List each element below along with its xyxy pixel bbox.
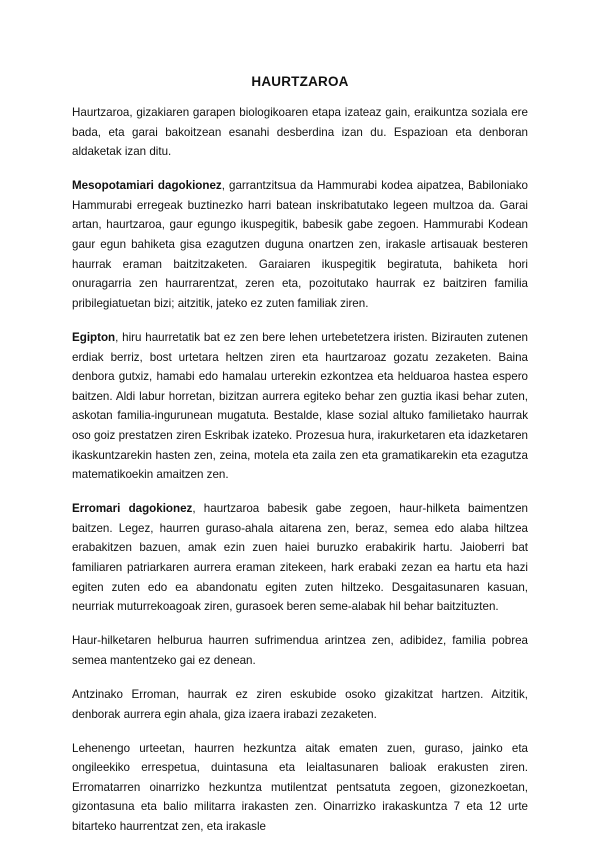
paragraph-mesopotamia bbox=[72, 176, 528, 313]
paragraph-lead: Erromari dagokionez bbox=[72, 502, 193, 516]
paragraph-lead: Egipton bbox=[72, 330, 116, 344]
paragraph-infanticide bbox=[72, 631, 528, 670]
paragraph-intro bbox=[72, 103, 528, 162]
document-page bbox=[72, 74, 528, 851]
paragraph-egypt bbox=[72, 328, 528, 485]
paragraph-lead: Mesopotamiari dagokionez bbox=[72, 179, 222, 193]
paragraph-rome bbox=[72, 499, 528, 617]
paragraph-text: Lehenengo urteetan, haurren hezkuntza aitak ematen zuen, guraso, jainko eta ongileekiko errespetua, duintasuna eta leialtasunaren balioak erakusten ziren. Erromatarren oinarrizko hezkuntza mutilentzat pentsatuta zegoen, gizonezkoetan, gizontasuna eta balio militarra irakasten zen. Oinarrizko irakaskuntza 7 eta 12 urte bitarteko haurrentzat zen, eta irakasle bbox=[72, 741, 528, 833]
document-title: HAURTZAROA bbox=[251, 74, 349, 89]
paragraph-text: Haurtzaroa, gizakiaren garapen biologikoaren etapa izateaz gain, eraikuntza soziala ere bada, eta garai bakoitzean esanahi desberdina izan du. Espazioan eta denboran aldaketak izan ditu. bbox=[72, 106, 528, 159]
paragraph-ancient-rome bbox=[72, 685, 528, 724]
paragraph-text: Haur-hilketaren helburua haurren sufrimendua arintzea zen, adibidez, familia pobrea semea mantentzeko gai ez denean. bbox=[72, 634, 528, 667]
paragraph-text: Antzinako Erroman, haurrak ez ziren eskubide osoko gizakitzat hartzen. Aitzitik, denborak aurrera egin ahala, giza izaera irabazi zezaketen. bbox=[72, 687, 528, 721]
paragraph-text: , hiru haurretatik bat ez zen bere lehen urtebetetzera iristen. Bizirauten zutenen erdiak berriz, bost urtetara heltzen ziren eta haurtzaroaz gozatu zezaketen. Baina denbora gutxiz, hamabi edo hamalau urterekin ezkontzea eta helduaroa hastea espero baitzen. Aldi labur horretan, bizitzan aurrera egiteko behar zen guztia ikasi behar zuten, askotan familia-ingurunean mugatuta. Bestalde, klase sozial altuko familietako haurrak oso goiz prestatzen ziren Eskribak izateko. Prozesua hura, irakurketaren eta idazketaren ikaskuntzarekin hasten zen, zeina, motela eta zaila zen eta gramatikarekin eta ezagutza matematikoekin amaitzen zen. bbox=[72, 330, 528, 482]
paragraph-text: , haurtzaroa babesik gabe zegoen, haur-hilketa baimentzen baitzen. Legez, haurren guraso-ahala aitarena zen, beraz, semea edo alaba hiltzea erabakitzen bazuen, amak ezin zuen haiei buruzko erabakirik hartu. Jaioberri bat familiaren patriarkaren aurrera eraman zitekeen, hark erabaki zezan ea hartu eta hazi egiten zuten edo ea abandonatu egiten zuten hiltzeko. Desgaitasunaren kasuan, neurriak muturrekoagoak ziren, gurasoek beren seme-alabak hil behar baitzituzten. bbox=[72, 502, 528, 614]
paragraph-education bbox=[72, 739, 528, 837]
paragraph-text: , garrantzitsua da Hammurabi kodea aipatzea, Babiloniako Hammurabi erregeak buztinezko harri batean inskribatutako legeen multzoa da. Garai artan, haurtzaroa, gaur egungo ikuspegitik, babesik gabe zegoen. Hammurabi Kodean gaur egun bahiketa gisa ezagutzen duguna onartzen zen, irakasle artisauak besteren haurrak eraman baitzitzaketen. Garaiaren ikuspegitik begiratuta, bahiketa hori onuragarria zen haurrarentzat, zeren eta, pozoitutako haurrak ez baitziren familia pribilegiatuetan bizi; aitzitik, jateko ez zuten familiak ziren. bbox=[72, 179, 529, 310]
